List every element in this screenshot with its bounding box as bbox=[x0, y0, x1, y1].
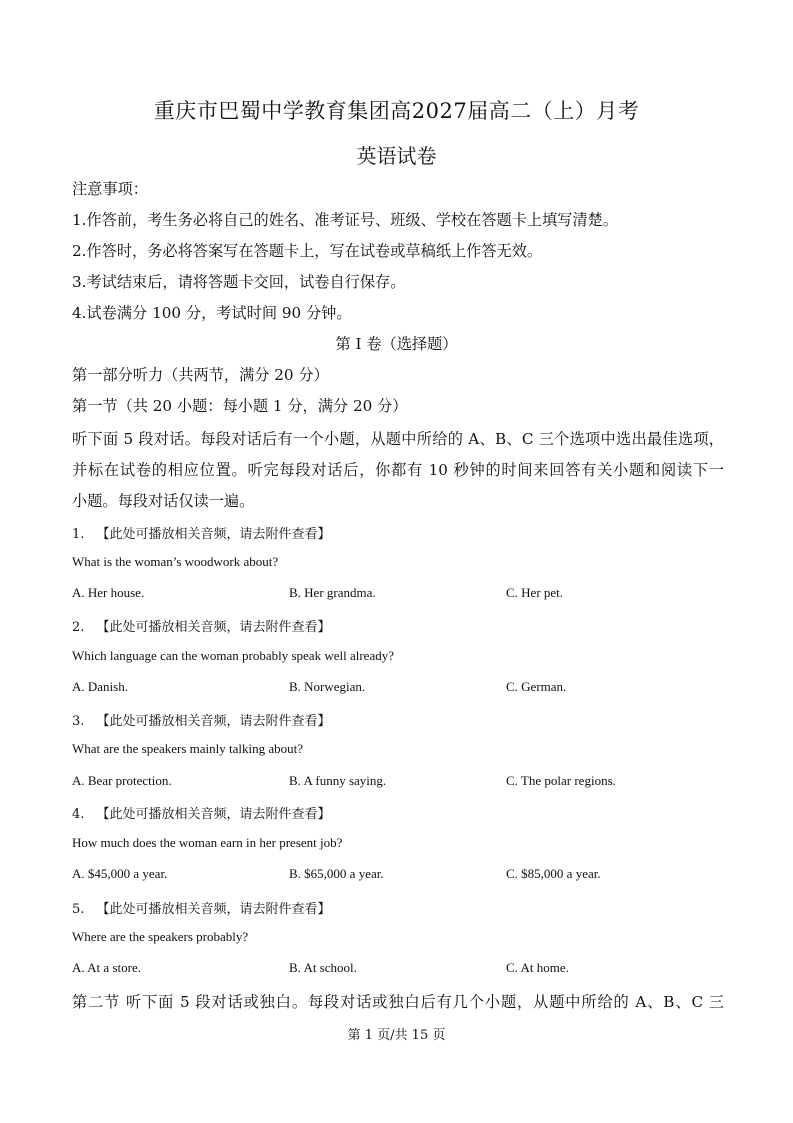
question-1-header bbox=[72, 523, 331, 542]
section-1-heading: 第一节（共 20 小题：每小题 1 分，满分 20 分） bbox=[72, 397, 408, 415]
notes-label: 注意事项： bbox=[72, 180, 148, 198]
question-2-option-c: C. German. bbox=[506, 679, 567, 694]
question-3-header bbox=[72, 710, 331, 729]
question-4-text: How much does the woman earn in her present job? bbox=[72, 835, 343, 850]
question-2-header bbox=[72, 616, 331, 635]
question-1-text: What is the woman’s woodwork about? bbox=[72, 554, 279, 569]
question-number: 3. bbox=[72, 714, 85, 729]
question-2-text: Which language can the woman probably speak well already? bbox=[72, 648, 394, 663]
question-2-option-a: A. Danish. bbox=[72, 679, 128, 694]
note-item-3: 3.考试结束后，请将答题卡交回，试卷自行保存。 bbox=[72, 273, 406, 291]
part-1-heading: 第一部分听力（共两节，满分 20 分） bbox=[72, 366, 329, 384]
question-number: 1. bbox=[72, 527, 85, 542]
exam-title: 重庆市巴蜀中学教育集团高2027届高二（上）月考 bbox=[153, 99, 640, 123]
question-5-text: Where are the speakers probably? bbox=[72, 929, 249, 944]
question-number: 5. bbox=[72, 902, 85, 917]
question-4-header bbox=[72, 803, 331, 822]
question-5-option-a: A. At a store. bbox=[72, 960, 141, 975]
question-1-option-a: A. Her house. bbox=[72, 585, 145, 600]
question-3-text: What are the speakers mainly talking about? bbox=[72, 741, 304, 756]
audio-note: 【此处可播放相关音频，请去附件查看】 bbox=[96, 807, 331, 822]
exam-subtitle: 英语试卷 bbox=[356, 144, 437, 168]
audio-note: 【此处可播放相关音频，请去附件查看】 bbox=[96, 714, 331, 729]
question-2-option-b: B. Norwegian. bbox=[289, 679, 366, 694]
question-5-header bbox=[72, 898, 331, 917]
question-5-option-c: C. At home. bbox=[506, 960, 569, 975]
question-4-option-c: C. $85,000 a year. bbox=[506, 866, 601, 881]
note-item-2: 2.作答时，务必将答案写在答题卡上，写在试卷或草稿纸上作答无效。 bbox=[72, 242, 543, 260]
section-1-instructions-line-2: 并标在试卷的相应位置。听完每段对话后，你都有 10 秒钟的时间来回答有关小题和阅读下一 bbox=[72, 461, 724, 479]
audio-note: 【此处可播放相关音频，请去附件查看】 bbox=[96, 620, 331, 635]
question-number: 2. bbox=[72, 620, 85, 635]
note-item-1: 1.作答前，考生务必将自己的姓名、准考证号、班级、学校在答题卡上填写清楚。 bbox=[72, 211, 619, 229]
question-3-option-a: A. Bear protection. bbox=[72, 773, 172, 788]
volume-heading: 第 I 卷（选择题） bbox=[335, 335, 458, 353]
note-item-4: 4.试卷满分 100 分，考试时间 90 分钟。 bbox=[72, 304, 352, 322]
question-number: 4. bbox=[72, 807, 85, 822]
question-4-option-b: B. $65,000 a year. bbox=[289, 866, 384, 881]
question-3-option-c: C. The polar regions. bbox=[506, 773, 616, 788]
question-1-option-c: C. Her pet. bbox=[506, 585, 564, 600]
question-5-option-b: B. At school. bbox=[289, 960, 357, 975]
question-3-option-b: B. A funny saying. bbox=[289, 773, 387, 788]
audio-note: 【此处可播放相关音频，请去附件查看】 bbox=[96, 527, 331, 542]
section-1-instructions-line-1: 听下面 5 段对话。每段对话后有一个小题，从题中所给的 A、B、C 三个选项中选出最佳选项， bbox=[72, 430, 724, 448]
section-1-instructions-line-3: 小题。每段对话仅读一遍。 bbox=[72, 492, 255, 510]
question-4-option-a: A. $45,000 a year. bbox=[72, 866, 168, 881]
question-1-option-b: B. Her grandma. bbox=[289, 585, 376, 600]
section-2-intro: 第二节 听下面 5 段对话或独白。每段对话或独白后有几个小题，从题中所给的 A、B、C 三 bbox=[72, 993, 724, 1011]
page-footer: 第 1 页/共 15 页 bbox=[347, 1028, 446, 1043]
audio-note: 【此处可播放相关音频，请去附件查看】 bbox=[96, 902, 331, 917]
